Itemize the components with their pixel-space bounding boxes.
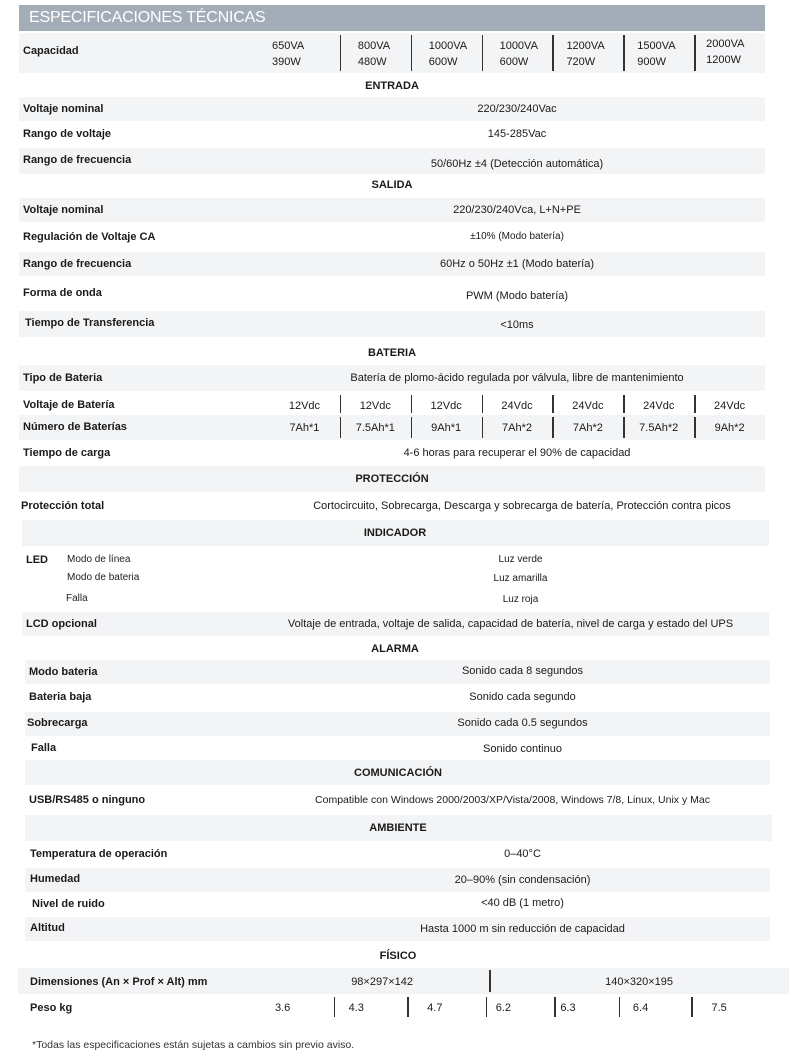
dimensions-row — [18, 968, 789, 994]
spec-value: 220/230/240Vac — [477, 103, 557, 115]
battery-count-cell: 7.5Ah*1 — [340, 415, 411, 440]
model-w: 720W — [566, 56, 596, 68]
battery-voltage-cell: 12Vdc — [411, 393, 482, 415]
battery-count-cell: 7Ah*1 — [289, 422, 320, 434]
model-va: 800VA — [357, 40, 391, 52]
capacity-row — [19, 33, 765, 73]
model-cell — [623, 33, 694, 73]
battery-count-cell: 7Ah*2 — [482, 415, 553, 440]
model-va: 650VA — [272, 40, 305, 52]
battery-voltage-cell: 12Vdc — [288, 400, 321, 412]
battery-voltage-cell: 24Vdc — [552, 393, 623, 415]
spec-row — [25, 843, 770, 867]
spec-label: Protección total — [21, 500, 105, 512]
led-label: LED — [26, 554, 48, 566]
model-va: 1200VA — [566, 40, 605, 52]
spec-value: 50/60Hz ±4 (Detección automática) — [430, 158, 604, 170]
spec-label: Tiempo de Transferencia — [25, 317, 155, 329]
spec-value: PWM (Modo batería) — [465, 290, 569, 302]
battery-voltage-cell: 24Vdc — [623, 393, 694, 415]
spec-label: Voltaje de Batería — [23, 399, 115, 411]
section-salida: SALIDA — [371, 179, 413, 191]
weight-cell: 3.6 — [275, 1002, 291, 1014]
battery-voltage-cell: 12Vdc — [340, 393, 411, 415]
footnote: *Todas las especificaciones están sujetas a cambios sin previo aviso. — [32, 1039, 355, 1051]
spec-row — [25, 686, 770, 710]
spec-label: LCD opcional — [26, 618, 97, 630]
spec-title: ESPECIFICACIONES TÉCNICAS — [19, 5, 765, 31]
model-cell — [340, 33, 411, 73]
model-va: 1500VA — [637, 40, 676, 52]
battery-count-cell: 9Ah*2 — [694, 415, 765, 440]
spec-row — [19, 494, 765, 518]
model-w: 600W — [428, 56, 458, 68]
spec-value: Compatible con Windows 2000/2003/XP/Vista/2008, Windows 7/8, Linux, Unix y Mac — [315, 794, 710, 806]
section-bateria: BATERIA — [367, 347, 417, 359]
section-fisico: FÍSICO — [379, 950, 417, 962]
model-w: 390W — [272, 56, 301, 68]
spec-label: Voltaje nominal — [23, 204, 104, 216]
led-mode: Modo de línea — [67, 554, 131, 565]
led-mode: Falla — [66, 593, 88, 604]
spec-label: USB/RS485 o ninguno — [29, 794, 146, 806]
battery-voltage-row — [19, 393, 765, 415]
capacity-label: Capacidad — [23, 45, 79, 57]
section-comunicacion: COMUNICACIÓN — [354, 767, 442, 779]
weight-cell: 6.2 — [486, 995, 555, 1019]
spec-row — [25, 917, 770, 941]
weight-cell: 6.4 — [619, 995, 692, 1019]
battery-count-cell: 7Ah*2 — [552, 415, 623, 440]
spec-value: 220/230/240Vca, L+N+PE — [453, 204, 581, 216]
spec-label: Humedad — [30, 873, 81, 885]
weight-cell: 4.3 — [334, 995, 408, 1019]
spec-label: Voltaje nominal — [23, 103, 104, 115]
led-value: Luz roja — [502, 594, 539, 605]
spec-label: Modo bateria — [29, 666, 98, 678]
spec-value: 60Hz o 50Hz ±1 (Modo batería) — [440, 258, 594, 270]
spec-label: Sobrecarga — [27, 717, 88, 729]
weight-cell: 4.7 — [407, 995, 486, 1019]
spec-label: Forma de onda — [23, 287, 102, 299]
model-cell — [552, 33, 623, 73]
battery-count-cell: 7.5Ah*2 — [623, 415, 694, 440]
weight-row — [25, 995, 770, 1019]
spec-label: Número de Baterías — [23, 421, 127, 433]
battery-voltage-cell: 24Vdc — [482, 393, 553, 415]
spec-value: <40 dB (1 metro) — [481, 897, 564, 909]
model-va: 1000VA — [499, 40, 538, 52]
spec-label: Temperatura de operación — [30, 848, 168, 860]
spec-value: Sonido cada segundo — [469, 691, 576, 703]
spec-row — [19, 280, 765, 310]
spec-row — [19, 198, 765, 222]
model-w: 480W — [357, 56, 387, 68]
battery-voltage-cell: 24Vdc — [694, 393, 765, 415]
model-cell — [411, 33, 482, 73]
spec-value: 4-6 horas para recuperar el 90% de capacidad — [403, 447, 631, 459]
model-va: 2000VA — [706, 38, 745, 50]
spec-value: <10ms — [500, 319, 534, 331]
spec-label: Tiempo de carga — [23, 447, 111, 459]
spec-row — [19, 311, 765, 337]
weight-cell: 7.5 — [691, 995, 770, 1019]
spec-value: 20–90% (sin condensación) — [454, 874, 591, 886]
spec-label: Peso kg — [30, 1002, 73, 1014]
section-ambiente: AMBIENTE — [369, 822, 427, 834]
spec-value: Hasta 1000 m sin reducción de capacidad — [420, 923, 625, 935]
spec-value: 145-285Vac — [487, 128, 547, 140]
spec-row — [25, 868, 770, 892]
spec-value: Cortocircuito, Sobrecarga, Descarga y sobrecarga de batería, Protección contra picos — [313, 500, 731, 512]
spec-label: Falla — [31, 742, 57, 754]
section-proteccion: PROTECCIÓN — [355, 473, 429, 485]
spec-label: Bateria baja — [29, 691, 92, 703]
model-cell — [269, 33, 340, 73]
spec-label: Dimensiones (An × Prof × Alt) mm — [30, 976, 208, 988]
spec-row — [25, 712, 770, 736]
model-cell — [694, 33, 765, 73]
spec-label: Rango de voltaje — [23, 128, 112, 140]
led-mode: Modo de bateria — [67, 572, 140, 583]
model-cell — [482, 33, 553, 73]
spec-label: Nivel de ruido — [32, 898, 105, 910]
weight-cell: 6.3 — [554, 995, 619, 1019]
led-value: Luz verde — [498, 554, 543, 565]
spec-value: Batería de plomo-ácido regulada por válvula, libre de mantenimiento — [350, 372, 684, 384]
section-indicador: INDICADOR — [363, 527, 427, 539]
spec-label: Altitud — [30, 922, 65, 934]
spec-value: Voltaje de entrada, voltaje de salida, capacidad de batería, nivel de carga y estado del UPS — [287, 618, 734, 630]
dimensions-small: 98×297×142 — [351, 976, 413, 988]
spec-row — [25, 738, 770, 760]
spec-row — [22, 612, 769, 636]
spec-row — [19, 148, 765, 174]
battery-count-row — [19, 415, 765, 440]
model-w: 900W — [637, 56, 667, 68]
led-group — [22, 548, 769, 610]
spec-row — [25, 893, 770, 915]
spec-label: Regulación de Voltaje CA — [23, 231, 156, 243]
dimensions-large: 140×320×195 — [489, 968, 789, 994]
spec-value: 0–40°C — [504, 848, 541, 860]
model-va: 1000VA — [428, 40, 468, 52]
spec-row — [19, 365, 765, 391]
spec-value: Sonido cada 8 segundos — [461, 665, 584, 677]
spec-label: Rango de frecuencia — [23, 258, 132, 270]
spec-label: Rango de frecuencia — [23, 154, 132, 166]
section-alarma: ALARMA — [371, 643, 419, 655]
spec-value: Sonido cada 0.5 segundos — [457, 717, 588, 729]
model-w: 1200W — [706, 54, 742, 66]
section-entrada: ENTRADA — [365, 80, 419, 92]
model-w: 600W — [499, 56, 529, 68]
spec-row — [19, 252, 765, 276]
spec-row — [19, 122, 765, 146]
spec-row — [25, 788, 770, 812]
battery-count-cell: 9Ah*1 — [411, 415, 482, 440]
spec-label: Tipo de Bateria — [23, 372, 103, 384]
led-value: Luz amarilla — [493, 573, 548, 584]
spec-row — [25, 660, 770, 684]
spec-value: ±10% (Modo batería) — [470, 231, 564, 242]
spec-row — [19, 97, 765, 121]
spec-value: Sonido continuo — [483, 743, 562, 755]
spec-row — [19, 441, 765, 465]
spec-row — [19, 224, 765, 250]
